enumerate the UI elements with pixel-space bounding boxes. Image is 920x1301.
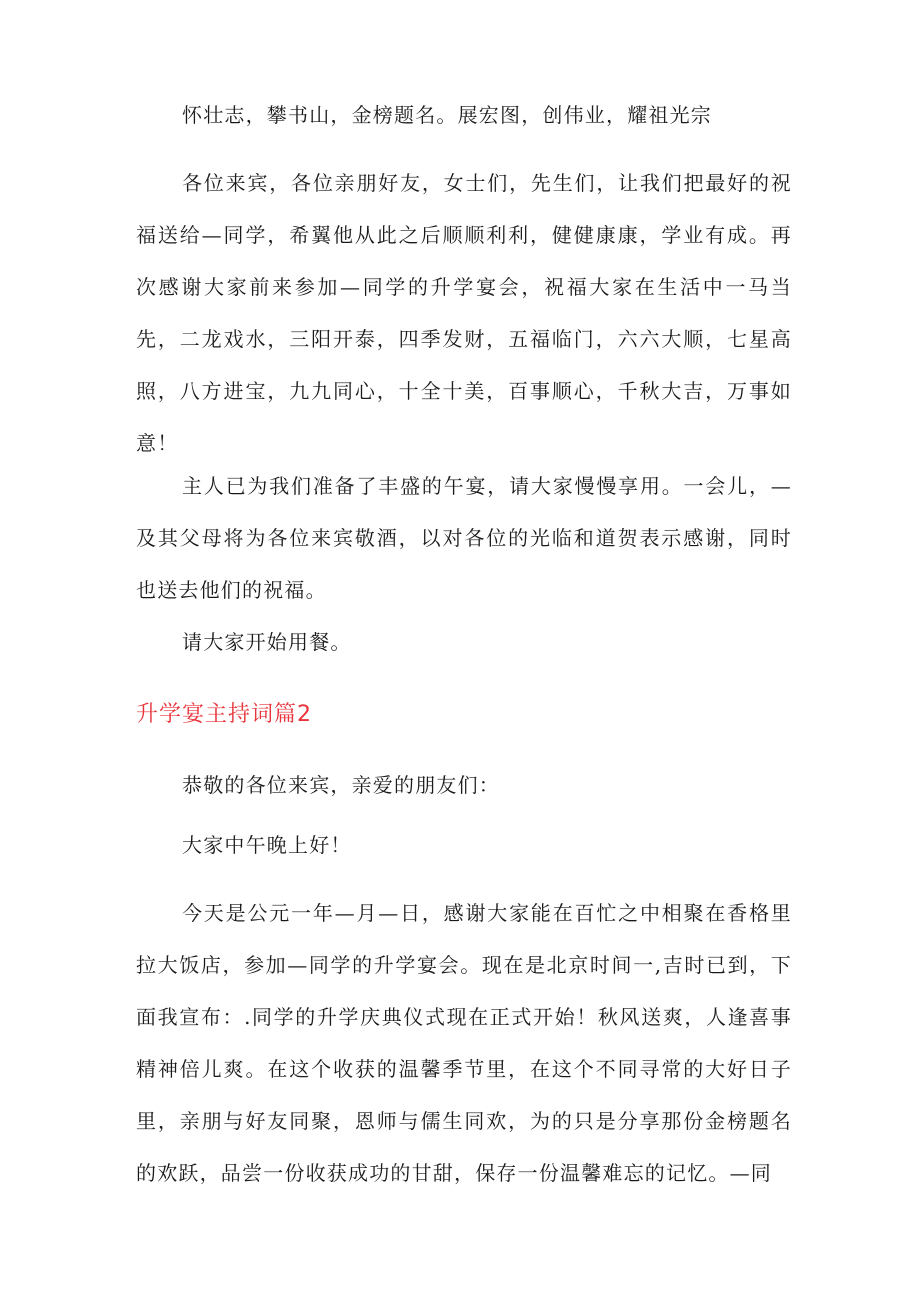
section-heading: 升学宴主持词篇2: [136, 702, 312, 727]
paragraph-good-day: 大家中午晚上好！: [182, 833, 352, 857]
paragraph-lunch: 主人已为我们准备了丰盛的午宴，请大家慢慢享用。一会儿，—及其父母将为各位来宾敬酒，以对各位的光临和道贺表示感谢，同时也送去他们的祝福。: [136, 474, 792, 602]
paragraph-ceremony: 今天是公元一年—月—日，感谢大家能在百忙之中相聚在香格里拉大饭店，参加—同学的升学宴会。现在是北京时间一,吉时已到，下面我宣布：.同学的升学庆典仪式现在正式开始！秋风送爽，人逢喜事精神倍儿爽。在这个收获的温馨季节里，在这个不同寻常的大好日子里，亲朋与好友同聚，恩师与儒生同欢，为的只是分享那份金榜题名的欢跃，品尝一份收获成功的甘甜，保存一份温馨难忘的记忆。—同: [136, 901, 792, 1185]
paragraph-greeting: 恭敬的各位来宾，亲爱的朋友们：: [182, 773, 500, 797]
paragraph-ambition: 怀壮志，攀书山，金榜题名。展宏图，创伟业，耀祖光宗: [182, 103, 712, 127]
paragraph-blessing: 各位来宾，各位亲朋好友，女士们，先生们，让我们把最好的祝福送给—同学，希翼他从此之后顺顺利利，健健康康，学业有成。再次感谢大家前来参加—同学的升学宴会，祝福大家在生活中一马当先，二龙戏水，三阳开泰，四季发财，五福临门，六六大顺，七星高照，八方进宝，九九同心，十全十美，百事顺心，千秋大吉，万事如意！: [136, 171, 792, 455]
paragraph-start-meal: 请大家开始用餐。: [182, 630, 352, 654]
